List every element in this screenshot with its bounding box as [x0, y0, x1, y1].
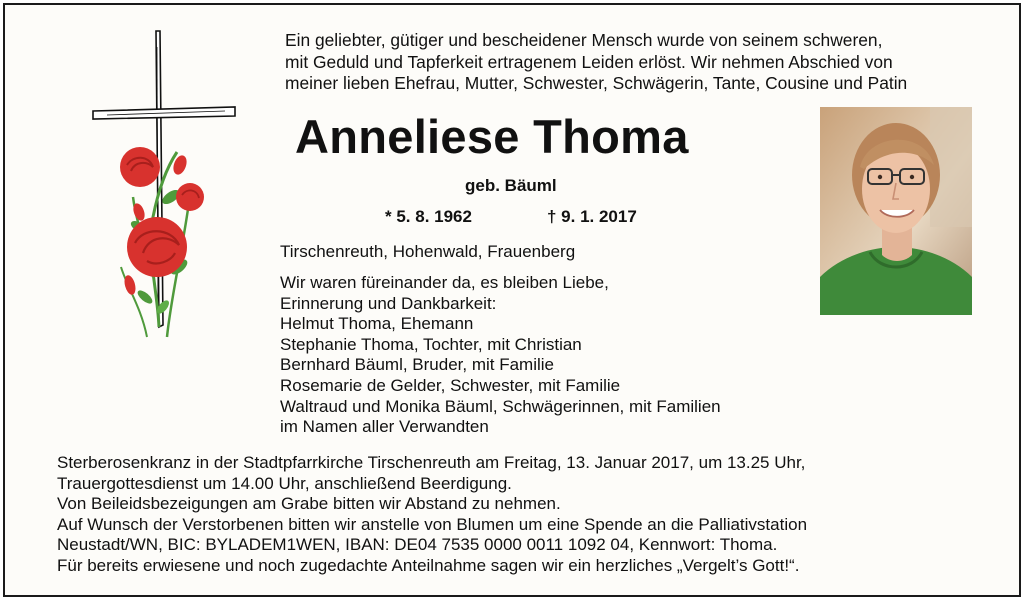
footer-line: Sterberosenkranz in der Stadtpfarrkirche Tirschenreuth am Freitag, 13. Januar 2017, um 13.25 Uhr,: [57, 453, 806, 472]
footer-line: Für bereits erwiesene und noch zugedachte Anteilnahme sagen wir ein herzliches „Vergelt’s Gott!“.: [57, 555, 800, 575]
mourner-line: Stephanie Thoma, Tochter, mit Christian: [280, 334, 582, 354]
birth-date: * 5. 8. 1962: [385, 207, 472, 226]
intro-line: Ein geliebter, gütiger und bescheidener Mensch wurde von seinem schweren,: [285, 30, 883, 50]
obituary-notice: [3, 3, 1021, 597]
mourner-line: Wir waren füreinander da, es bleiben Liebe,: [280, 273, 609, 292]
intro-line: meiner lieben Ehefrau, Mutter, Schwester, Schwägerin, Tante, Cousine und Patin: [285, 73, 908, 93]
mourner-line: Erinnerung und Dankbarkeit:: [280, 293, 497, 313]
footer-line: Auf Wunsch der Verstorbenen bitten wir anstelle von Blumen um eine Spende an die Palliativstation: [57, 514, 808, 534]
places: Tirschenreuth, Hohenwald, Frauenberg: [280, 242, 576, 261]
footer-line: Neustadt/WN, BIC: BYLADEM1WEN, IBAN: DE04 7535 0000 0011 1092 04, Kennwort: Thoma.: [57, 535, 778, 555]
cross-with-roses-icon: [87, 27, 242, 347]
mourner-line: im Namen aller Verwandten: [280, 417, 489, 437]
mourner-line: Bernhard Bäuml, Bruder, mit Familie: [280, 355, 554, 375]
footer-line: Von Beileidsbezeigungen am Grabe bitten wir Abstand zu nehmen.: [57, 494, 561, 514]
mourner-line: Rosemarie de Gelder, Schwester, mit Familie: [280, 375, 621, 395]
footer-line: Trauergottesdienst um 14.00 Uhr, anschließend Beerdigung.: [57, 473, 512, 493]
mourner-line: Waltraud und Monika Bäuml, Schwägerinnen, mit Familien: [280, 396, 721, 416]
mourners-list: [280, 273, 721, 438]
mourner-line: Helmut Thoma, Ehemann: [280, 314, 474, 334]
footer-text: [57, 453, 807, 577]
portrait-photo: [820, 107, 972, 315]
intro-line: mit Geduld und Tapferkeit ertragenem Leiden erlöst. Wir nehmen Abschied von: [285, 51, 893, 72]
death-date: † 9. 1. 2017: [547, 207, 637, 226]
intro-text: [285, 30, 907, 95]
deceased-name: Anneliese Thoma: [295, 110, 689, 163]
maiden-name: geb. Bäuml: [465, 176, 557, 195]
